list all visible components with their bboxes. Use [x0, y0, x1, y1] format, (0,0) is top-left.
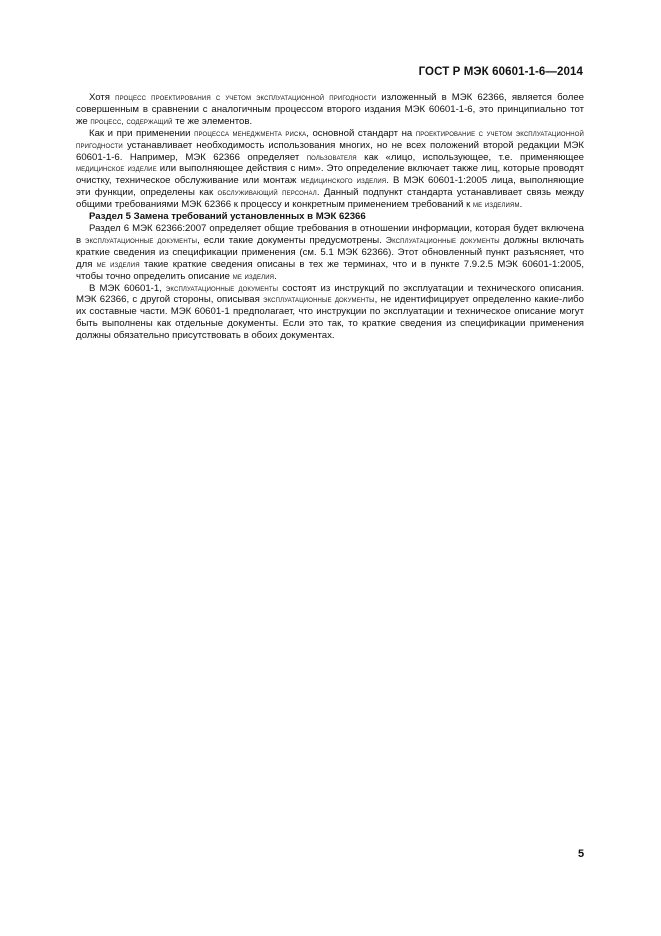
text-run: Раздел 6 МЭК 62366:2007 определяет общие требования в отношении информации, которая будет включена в	[76, 222, 584, 246]
text-run: устанавливает необходимость использования многих, но не всех положений второй редакции МЭК 60601-1-6. Например, МЭК 62366 определяет	[76, 139, 584, 163]
document-header: ГОСТ Р МЭК 60601-1-6—2014	[418, 66, 583, 78]
defined-term: ме изделиям	[473, 199, 520, 210]
text-run: , если такие документы предусмотрены.	[197, 234, 386, 246]
text-run: Как и при применении	[89, 127, 195, 139]
defined-term: процесс, содержащий	[90, 115, 173, 126]
body-paragraph	[76, 92, 584, 128]
defined-term: ме изделия	[232, 270, 275, 281]
text-run: . В МЭК 60601-1:2005 лица, выполняющие эти функции, определены как	[76, 175, 584, 199]
body-paragraph	[76, 223, 584, 283]
defined-term: процесса менеджмента риска	[194, 127, 307, 138]
text-run: Раздел 5 Замена требований установленных в МЭК 62366	[89, 211, 366, 223]
defined-term: эксплуатационные документы	[85, 234, 198, 245]
text-run: .	[519, 199, 523, 211]
page-number: 5	[578, 848, 585, 860]
text-run: .	[274, 270, 277, 282]
document-body	[76, 92, 584, 342]
text-run: , основной стандарт на	[306, 127, 416, 139]
defined-term: Эксплуатационные документы	[385, 234, 500, 245]
text-run: Хотя	[89, 92, 116, 103]
defined-term: медицинского изделия	[300, 175, 387, 186]
defined-term: проектирование с учетом эксплуатационной пригодности	[76, 127, 584, 150]
section-heading	[76, 211, 584, 223]
text-run: или выполняющее действия с ним». Это определение включает также лиц, которые проводят очистку, техническое обслуживание или монтаж	[76, 163, 585, 187]
body-paragraph	[76, 128, 584, 211]
text-run: такие краткие сведения описаны в тех же терминах, что и в пункте 7.9.2.5 МЭК 60601-1:2005, чтобы точно определить описание	[76, 258, 585, 282]
body-paragraph	[76, 283, 584, 343]
text-run: должны включать краткие сведения из спецификации применения (см. 5.1 МЭК 62366). Этот обновленный пункт разъясняет, что для	[76, 234, 584, 270]
text-run: состоят из инструкций по эксплуатации и технического описания. МЭК 62366, с другой стороны, описывая	[76, 282, 585, 306]
text-run: те же элементов.	[172, 115, 253, 127]
text-run: как «лицо, использующее, т.е. применяющее	[356, 151, 585, 163]
defined-term: ме изделия	[96, 258, 140, 269]
text-run: В МЭК 60601-1,	[89, 282, 166, 294]
text-run: . Данный подпункт стандарта устанавливает связь между общими требованиями МЭК 62366 к процессу и конкретным применением требований к	[76, 187, 584, 211]
defined-term: пользователя	[306, 151, 357, 162]
text-run: изложенный в МЭК 62366, является более совершенным в сравнении с аналогичным процессом второго издания МЭК 60601-1-6, это принципиально тот же	[76, 92, 584, 127]
defined-term: обслуживающий персонал	[217, 187, 317, 198]
defined-term: эксплуатационные документы	[165, 282, 279, 293]
defined-term: эксплуатационные документы	[263, 294, 375, 305]
text-run: , не идентифицирует определенно какие-либо их составные части. МЭК 60601-1 предполагает, что инструкции по эксплуатации и техническое описание могут быть выполнены как отдельные документы. Если это так, то краткие сведения из спецификации применения должны обязательно присутствовать в обоих документах.	[76, 294, 585, 342]
defined-term: процесс проектирования с учетом эксплуатационной пригодности	[115, 92, 377, 102]
defined-term: медицинское изделие	[76, 163, 157, 174]
